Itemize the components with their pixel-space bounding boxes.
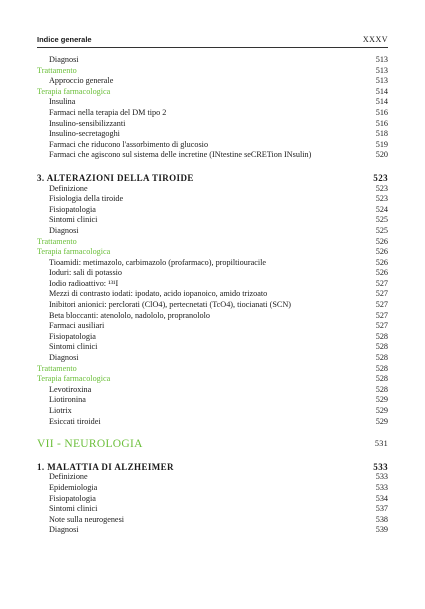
entry-title: Terapia farmacologica	[37, 374, 111, 384]
entry-title: Farmaci che agiscono sul sistema delle incretine (INtestine seCRETion INsulin)	[49, 150, 312, 160]
entry-title: VII - NEUROLOGIA	[37, 438, 143, 451]
entry-page-number: 526	[375, 236, 388, 246]
entry-page-number: 527	[375, 278, 388, 288]
entry-title: Trattamento	[37, 236, 77, 246]
toc-entry	[37, 268, 388, 279]
toc-entry	[37, 97, 388, 108]
entry-page-number: 523	[375, 183, 388, 193]
entry-page-number: 529	[375, 395, 388, 405]
toc-entry	[37, 321, 388, 332]
toc-entry	[37, 300, 388, 311]
toc-entry	[37, 504, 388, 515]
entry-title: Beta bloccanti: atenololo, nadololo, propranololo	[49, 310, 210, 320]
entry-title: Fisiopatologia	[49, 493, 96, 503]
entry-title: Insulino-secretagoghi	[49, 129, 120, 139]
toc-entry	[37, 353, 388, 364]
entry-title: Tioamidi: metimazolo, carbimazolo (profarmaco), propiltiouracile	[49, 257, 267, 267]
running-header	[37, 35, 388, 47]
entry-title: Trattamento	[37, 363, 77, 373]
section-heading	[37, 374, 388, 385]
entry-title: Sintomi clinici	[49, 215, 98, 225]
entry-title: Diagnosi	[49, 55, 79, 64]
toc-entry	[37, 289, 388, 300]
entry-title: Farmaci ausiliari	[49, 321, 105, 331]
entry-page-number: 518	[375, 129, 388, 139]
toc-entry	[37, 279, 388, 290]
entry-page-number: 525	[375, 215, 388, 225]
part-heading	[37, 439, 388, 450]
entry-title: Insulino-sensibilizzanti	[49, 118, 126, 128]
entry-title: Insulina	[49, 97, 76, 107]
entry-page-number: 537	[375, 504, 388, 514]
header-section-title: Indice generale	[37, 35, 92, 44]
entry-title: Approccio generale	[49, 76, 114, 86]
entry-page-number: 524	[375, 204, 388, 214]
entry-title: Liotironina	[49, 395, 86, 405]
entry-title: Terapia farmacologica	[37, 86, 111, 96]
entry-page-number: 514	[375, 86, 388, 96]
entry-page-number: 513	[375, 76, 388, 86]
entry-title: Mezzi di contrasto iodati: ipodato, acido iopanoico, amido trizoato	[49, 289, 268, 299]
entry-page-number: 513	[375, 65, 388, 75]
entry-page-number: 538	[375, 514, 388, 524]
toc-entry	[37, 119, 388, 130]
entry-title: Sintomi clinici	[49, 504, 98, 514]
entry-page-number: 528	[375, 363, 388, 373]
toc-entry	[37, 194, 388, 205]
section-spacer	[37, 161, 388, 173]
toc-entry	[37, 483, 388, 494]
toc-entry	[37, 226, 388, 237]
entry-title: Fisiopatologia	[49, 331, 96, 341]
entry-page-number: 523	[375, 194, 388, 204]
entry-page-number: 528	[375, 331, 388, 341]
toc-entry	[37, 332, 388, 343]
toc-entry	[37, 342, 388, 353]
entry-title: Inibitori anionici: perclorati (ClO4), pertecnetati (TcO4), tiocianati (SCN)	[49, 300, 292, 310]
toc-entry	[37, 406, 388, 417]
entry-title: Levotiroxina	[49, 384, 92, 394]
toc-entry	[37, 76, 388, 87]
entry-title: Definizione	[49, 183, 88, 193]
entry-title: Diagnosi	[49, 225, 79, 235]
toc-entry	[37, 205, 388, 216]
entry-title: Note sulla neurogenesi	[49, 514, 125, 524]
entry-page-number: 539	[375, 525, 388, 535]
entry-page-number: 514	[375, 97, 388, 107]
toc-entry	[37, 417, 388, 428]
entry-title: Fisiologia della tiroide	[49, 194, 124, 204]
header-rule	[37, 47, 388, 48]
entry-page-number: 526	[375, 268, 388, 278]
entry-title: Terapia farmacologica	[37, 247, 111, 257]
toc-entry	[37, 140, 388, 151]
entry-page-number: 526	[375, 247, 388, 257]
entry-page-number: 531	[374, 439, 388, 449]
toc-entry	[37, 385, 388, 396]
entry-title: Farmaci che riducono l'assorbimento di glucosio	[49, 139, 209, 149]
entry-title: Ioduri: sali di potassio	[49, 268, 122, 278]
entry-page-number: 516	[375, 118, 388, 128]
toc-entry	[37, 108, 388, 119]
toc-entry	[37, 184, 388, 195]
entry-page-number: 527	[375, 289, 388, 299]
section-heading	[37, 237, 388, 248]
table-of-contents	[37, 55, 388, 536]
toc-entry	[37, 311, 388, 322]
entry-page-number: 519	[375, 139, 388, 149]
entry-title: Trattamento	[37, 65, 77, 75]
entry-page-number: 529	[375, 406, 388, 415]
entry-page-number: 528	[375, 353, 388, 363]
entry-page-number: 527	[375, 310, 388, 320]
entry-page-number: 534	[375, 493, 388, 503]
entry-page-number: 528	[375, 374, 388, 384]
entry-title: 3. ALTERAZIONI DELLA TIROIDE	[37, 172, 194, 183]
entry-title: Diagnosi	[49, 353, 79, 363]
entry-title: Liotrix	[49, 406, 72, 415]
entry-title: Epidemiologia	[49, 482, 98, 492]
toc-entry	[37, 515, 388, 526]
entry-page-number: 533	[373, 461, 388, 472]
entry-page-number: 533	[375, 482, 388, 492]
toc-entry	[37, 525, 388, 536]
entry-title: Esiccati tiroidei	[49, 416, 101, 426]
entry-page-number: 520	[375, 150, 388, 160]
entry-page-number: 525	[375, 225, 388, 235]
section-heading	[37, 364, 388, 375]
toc-entry	[37, 129, 388, 140]
entry-page-number: 513	[375, 55, 388, 64]
entry-page-number: 523	[373, 172, 388, 183]
entry-page-number: 516	[375, 107, 388, 117]
section-heading	[37, 247, 388, 258]
entry-page-number: 527	[375, 321, 388, 331]
entry-title: 1. MALATTIA DI ALZHEIMER	[37, 461, 174, 472]
entry-page-number: 529	[375, 416, 388, 426]
entry-title: Diagnosi	[49, 525, 79, 535]
entry-title: Iodio radioattivo: ¹³¹I	[49, 278, 119, 288]
toc-entry	[37, 472, 388, 483]
section-spacer	[37, 450, 388, 462]
toc-entry	[37, 150, 388, 161]
entry-page-number: 527	[375, 300, 388, 310]
entry-page-number: 528	[375, 342, 388, 352]
toc-entry	[37, 494, 388, 505]
toc-entry	[37, 258, 388, 269]
chapter-heading	[37, 462, 388, 473]
toc-entry	[37, 55, 388, 66]
toc-entry	[37, 395, 388, 406]
header-page-number: XXXV	[362, 35, 388, 44]
entry-page-number: 533	[375, 472, 388, 482]
chapter-heading	[37, 173, 388, 184]
entry-title: Sintomi clinici	[49, 342, 98, 352]
entry-page-number: 526	[375, 257, 388, 267]
section-heading	[37, 66, 388, 77]
entry-title: Fisiopatologia	[49, 204, 96, 214]
section-heading	[37, 87, 388, 98]
toc-entry	[37, 215, 388, 226]
entry-title: Farmaci nella terapia del DM tipo 2	[49, 107, 167, 117]
entry-title: Definizione	[49, 472, 88, 482]
entry-page-number: 528	[375, 384, 388, 394]
